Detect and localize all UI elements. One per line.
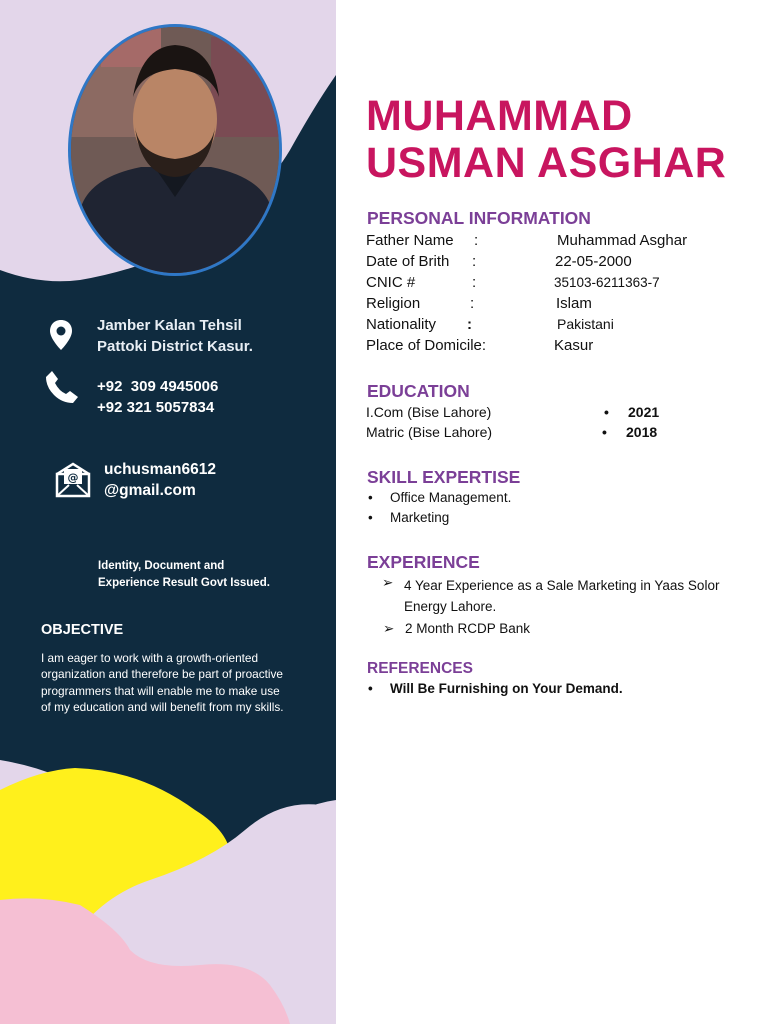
arrow-bullet-icon: ➢ xyxy=(383,621,395,636)
row-value: Pakistani xyxy=(557,316,614,332)
row-separator: : xyxy=(467,316,472,333)
row-label: Religion xyxy=(366,295,421,312)
experience-text-line-1: 4 Year Experience as a Sale Marketing in Yaas Solor xyxy=(404,578,720,593)
row-value: Kasur xyxy=(554,337,594,354)
row-label: Father Name xyxy=(366,232,454,249)
row-label: Nationality xyxy=(366,316,437,333)
experience-heading: EXPERIENCE xyxy=(367,552,480,572)
experience-item xyxy=(383,621,531,637)
email-address xyxy=(104,459,216,501)
email-icon xyxy=(55,462,91,498)
address-line-1: Jamber Kalan Tehsil xyxy=(97,317,242,334)
education-heading: EDUCATION xyxy=(367,381,470,401)
education-year: 2018 xyxy=(626,424,658,440)
experience-text: 2 Month RCDP Bank xyxy=(405,621,531,636)
name-line-1: MUHAMMAD xyxy=(366,92,633,140)
references-text: Will Be Furnishing on Your Demand. xyxy=(390,681,623,696)
phone-number-2: +92 321 5057834 xyxy=(97,399,215,416)
row-separator: : xyxy=(472,253,477,270)
profile-photo xyxy=(68,24,282,276)
row-separator: : xyxy=(472,274,477,291)
svg-text:@: @ xyxy=(67,471,79,484)
email-line-2: @gmail.com xyxy=(104,482,196,499)
row-value: 35103-6211363-7 xyxy=(554,275,660,290)
bullet: • xyxy=(604,404,609,420)
skill-text: Office Management. xyxy=(390,490,512,505)
skill-text: Marketing xyxy=(390,510,450,525)
bullet: • xyxy=(368,681,373,696)
phone-numbers xyxy=(97,376,218,418)
references-heading: REFERENCES xyxy=(367,660,473,677)
address xyxy=(97,315,253,357)
experience-item xyxy=(382,575,720,614)
row-separator: : xyxy=(474,232,479,249)
applicant-name xyxy=(366,93,726,187)
location-pin-icon xyxy=(49,319,73,351)
phone-icon xyxy=(44,369,80,405)
row-value: Muhammad Asghar xyxy=(557,232,688,249)
arrow-bullet-icon: ➢ xyxy=(382,575,394,590)
education-degree: Matric (Bise Lahore) xyxy=(366,424,493,440)
row-label: Place of Domicile: xyxy=(366,337,487,354)
document-note: Identity, Document and Experience Result Govt Issued. xyxy=(98,560,270,589)
row-value: Islam xyxy=(556,295,592,312)
bullet: • xyxy=(602,424,607,440)
skills-heading: SKILL EXPERTISE xyxy=(367,467,521,487)
objective-text: I am eager to work with a growth-oriented organization and therefore be part of proactive programmers that will enable me to make use of my education and will benefit from my skills. xyxy=(41,651,284,714)
education-year: 2021 xyxy=(628,404,660,420)
row-value: 22-05-2000 xyxy=(555,253,632,270)
references-item xyxy=(368,681,623,696)
skill-item xyxy=(368,490,512,505)
skill-item xyxy=(368,510,450,525)
phone-number-1: +92 309 4945006 xyxy=(97,378,219,395)
row-label: CNIC # xyxy=(366,274,416,291)
objective-heading: OBJECTIVE xyxy=(41,622,124,638)
bullet: • xyxy=(368,510,373,525)
row-label: Date of Brith xyxy=(366,253,450,270)
experience-text-line-2: Energy Lahore. xyxy=(404,599,497,614)
education-degree: I.Com (Bise Lahore) xyxy=(366,404,492,420)
address-line-2: Pattoki District Kasur. xyxy=(97,338,253,355)
row-separator: : xyxy=(470,295,475,312)
bullet: • xyxy=(368,490,373,505)
email-line-1: uchusman6612 xyxy=(104,461,216,478)
name-line-2: USMAN ASGHAR xyxy=(366,139,727,187)
personal-info-heading: PERSONAL INFORMATION xyxy=(367,208,591,228)
